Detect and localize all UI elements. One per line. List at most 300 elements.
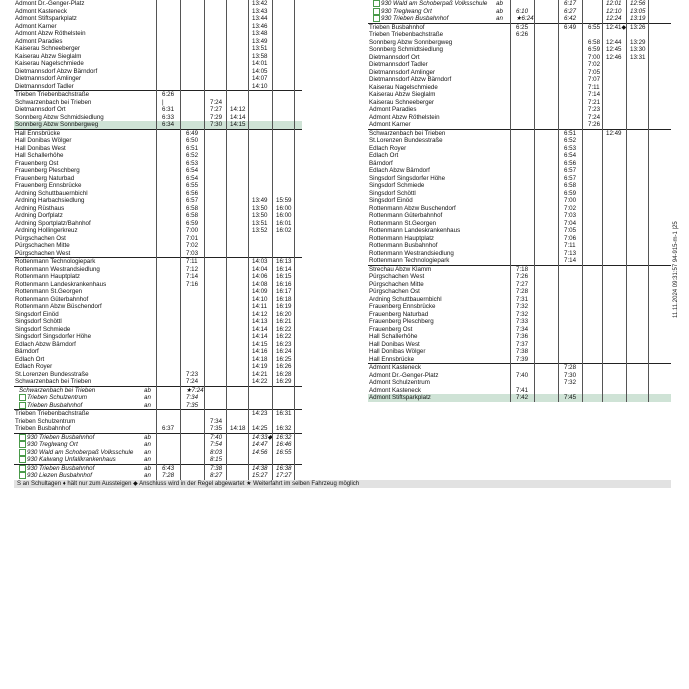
stop-label: Singsdorf Einöd xyxy=(15,310,59,318)
timetable-row xyxy=(14,242,302,250)
departure-time: 14:12 xyxy=(252,310,268,318)
departure-time: 7:01 xyxy=(186,234,199,242)
departure-time: 14:03 xyxy=(252,258,268,265)
stop-label: 930 Liezen Busbahnhof xyxy=(27,472,93,480)
departure-time: 16:26 xyxy=(276,363,292,370)
stop-label: 930 Trieben Busbahnhof xyxy=(381,15,449,23)
stop-label: 930 Wald am Schoberpaß Volksschule xyxy=(27,448,134,456)
stop-label: 930 Trieben Busbahnhof xyxy=(27,464,95,472)
departure-time: 7:35 xyxy=(210,425,223,432)
stop-name xyxy=(15,418,75,426)
timetable-row xyxy=(14,425,302,433)
stop-label: Kaiserau Nagelschmiede xyxy=(369,83,438,91)
departure-time: 13:30 xyxy=(630,46,646,53)
stop-name xyxy=(369,281,424,289)
departure-time: 7:18 xyxy=(516,265,529,273)
stop-name xyxy=(369,114,440,122)
departure-time: 7:42 xyxy=(516,394,529,401)
stop-label: Edlach Ort xyxy=(369,152,399,159)
column-divider xyxy=(204,0,205,480)
timetable-right xyxy=(368,0,671,402)
stop-name xyxy=(369,167,430,175)
timetable-row xyxy=(14,378,302,386)
timetable-row xyxy=(14,281,302,289)
stop-label: Frauenberg Pleschberg xyxy=(369,318,434,325)
departure-time: 16:00 xyxy=(276,212,292,219)
departure-time: 13:48 xyxy=(252,30,268,37)
stop-label: Frauenberg Pleschberg xyxy=(15,167,80,174)
bus-line-icon xyxy=(373,8,380,15)
departure-time: | xyxy=(162,98,164,106)
departure-time: 14:14 xyxy=(252,325,268,333)
departure-time: 7:04 xyxy=(564,219,577,227)
column-divider xyxy=(294,0,295,480)
departure-time: 6:56 xyxy=(564,159,577,167)
stop-name xyxy=(15,68,97,76)
stop-name xyxy=(369,212,442,220)
stop-label: Rottenmann Westrandsiedlung xyxy=(369,249,454,257)
timetable-row xyxy=(14,167,302,175)
departure-time: 6:10 xyxy=(516,7,529,15)
stop-label: Dietmannsdorf Ort xyxy=(369,53,420,61)
timetable-left xyxy=(14,0,302,480)
departure-time: 14:05 xyxy=(252,67,268,75)
stop-name xyxy=(15,378,91,386)
stop-name xyxy=(15,106,66,114)
timetable-row xyxy=(14,273,302,281)
departure-time: 6:52 xyxy=(186,152,199,159)
timetable-row xyxy=(14,227,302,235)
column-divider xyxy=(602,0,603,402)
departure-time: 6:53 xyxy=(564,144,577,152)
stop-label: Singsdorf Singsdorfer Höhe xyxy=(369,174,446,182)
departure-time: 7:14 xyxy=(564,257,577,264)
departure-time: 7:26 xyxy=(516,273,529,280)
stop-label: Ardning Harbachsiedlung xyxy=(15,197,85,204)
timetable-row xyxy=(14,266,302,274)
departure-time: 6:57 xyxy=(564,174,577,182)
departure-time: 6:17 xyxy=(564,0,577,7)
stop-label: Frauenberg Ost xyxy=(15,159,59,167)
stop-name xyxy=(369,372,438,380)
stop-label: Kaiserau Schneeberger xyxy=(369,98,435,106)
departure-time: 7:34 xyxy=(186,394,199,401)
stop-label: Sonnberg Abzw Sonnbergweg xyxy=(369,38,453,46)
departure-time: 16:20 xyxy=(276,310,292,318)
departure-time: 14:10 xyxy=(252,295,268,303)
stop-name xyxy=(15,227,78,235)
stop-name xyxy=(369,257,449,265)
departure-time: 6:58 xyxy=(186,204,199,212)
stop-name xyxy=(19,394,87,402)
column-divider xyxy=(648,0,649,402)
stop-name xyxy=(369,242,437,250)
departure-time: 13:52 xyxy=(252,227,268,234)
stop-label: Pürgschachen Mitte xyxy=(15,242,70,249)
stop-name xyxy=(15,303,102,311)
departure-time: 16:19 xyxy=(276,303,292,310)
stop-label: Dietmannsdorf Tadler xyxy=(15,82,74,90)
departure-time: 6:34 xyxy=(162,121,175,128)
departure-time: 7:05 xyxy=(588,68,601,76)
departure-time: 6:55 xyxy=(186,182,199,189)
timetable-row xyxy=(14,205,302,213)
departure-time: 7:11 xyxy=(186,258,198,265)
departure-time: 12:41◆ xyxy=(606,23,627,31)
departure-time: 7:35 xyxy=(186,401,199,409)
stop-label: Rottenmann Busbahnhof xyxy=(369,242,438,249)
departure-time: 14:23 xyxy=(252,410,268,417)
stop-name xyxy=(15,296,88,304)
stop-label: Trieben Triebenbachstraße xyxy=(369,31,444,38)
stop-label: Admont Dr.-Genger-Platz xyxy=(15,0,85,7)
stop-label: Rottenmann Landeskrankenhaus xyxy=(369,227,461,234)
stop-label: Dietmannsdorf Tadler xyxy=(369,61,428,68)
departure-time: 16:32 xyxy=(276,433,292,441)
stop-label: Rottenmann Abzw Buschendorf xyxy=(369,204,456,212)
departure-time: 6:31 xyxy=(162,106,175,113)
departure-time: 13:50 xyxy=(252,204,268,212)
departure-time: 7:11 xyxy=(564,242,576,249)
departure-time: 14:11 xyxy=(252,303,268,310)
stop-name xyxy=(15,75,81,83)
stop-name xyxy=(369,152,398,160)
departure-time: 13:05 xyxy=(630,7,646,15)
departure-time: 16:25 xyxy=(276,355,292,363)
timetable-row xyxy=(14,30,302,38)
departure-time: 7:37 xyxy=(516,340,529,348)
stop-label: Edlach Ort xyxy=(15,355,45,363)
departure-time: 7:32 xyxy=(516,310,529,318)
stop-label: 930 Treglwang Ort xyxy=(27,441,78,449)
departure-time: 16:24 xyxy=(276,348,292,355)
timetable-row xyxy=(14,386,302,395)
departure-time: 16:23 xyxy=(276,340,292,348)
stop-label: Schwarzenbach bei Trieben xyxy=(19,386,96,394)
departure-time: 17:27 xyxy=(276,472,292,479)
departure-time: 13:51 xyxy=(252,219,268,227)
departure-time: 6:54 xyxy=(186,167,199,174)
timetable-row xyxy=(14,472,302,480)
timetable-row xyxy=(14,449,302,457)
timetable-row xyxy=(14,371,302,379)
stop-name xyxy=(369,69,435,77)
stop-name xyxy=(369,364,421,372)
stop-label: Kaiserau Abzw Sieglalm xyxy=(369,91,436,98)
departure-time: 12:44 xyxy=(606,38,622,46)
stop-label: Hall Donibas Wölger xyxy=(369,348,426,355)
departure-time: 15:27 xyxy=(252,472,268,479)
departure-time: 13:49 xyxy=(252,197,268,204)
bus-line-icon xyxy=(19,456,26,463)
stop-name xyxy=(369,235,434,243)
stop-label: Frauenberg Naturbad xyxy=(369,310,429,318)
stop-name xyxy=(369,333,418,341)
stop-name xyxy=(15,38,62,46)
timetable-row xyxy=(14,129,302,138)
departure-time: 6:51 xyxy=(564,129,577,137)
timetable-row xyxy=(14,220,302,228)
stop-label: Admont Paradies xyxy=(369,106,417,113)
departure-time: 16:38 xyxy=(276,464,292,472)
stop-label: Rottenmann Technologiepark xyxy=(369,257,450,264)
stop-name xyxy=(15,114,104,122)
timetable-row xyxy=(14,235,302,243)
stop-label: Pürgschachen Mitte xyxy=(369,280,424,288)
stop-label: 930 Kalwang Unfallkrankenhaus xyxy=(27,456,116,464)
departure-time: 16:15 xyxy=(276,273,292,280)
stop-name xyxy=(369,379,430,387)
departure-time: 6:49 xyxy=(186,129,199,137)
bus-line-icon xyxy=(19,434,26,441)
bus-line-icon xyxy=(19,441,26,448)
stop-label: Trieben Busbahnhof xyxy=(369,23,425,31)
stop-name xyxy=(19,456,116,464)
timetable-row xyxy=(14,288,302,296)
column-divider xyxy=(510,0,511,402)
departure-time: 12:01 xyxy=(606,0,622,7)
stop-name xyxy=(15,53,81,61)
timetable-row xyxy=(14,145,302,153)
stop-name xyxy=(369,311,428,319)
timetable-row xyxy=(14,257,302,266)
departure-time: 13:44 xyxy=(252,15,268,22)
departure-time: 16:22 xyxy=(276,325,292,333)
stop-label: Singsdorf Schmiede xyxy=(15,325,71,333)
timetable-row xyxy=(14,53,302,61)
stop-label: Rottenmann Technologiepark xyxy=(15,258,96,265)
departure-time: 7:40 xyxy=(516,371,529,379)
stop-name xyxy=(369,46,443,54)
departure-time: 14:33◆ xyxy=(252,433,273,441)
departure-time: 14:06 xyxy=(252,273,268,280)
departure-time: 7:29 xyxy=(210,113,223,121)
departure-time: 16:01 xyxy=(276,219,292,227)
stop-label: Admont Kasteneck xyxy=(15,7,67,15)
stop-label: Frauenberg Ost xyxy=(369,325,413,333)
timetable-row xyxy=(14,45,302,53)
departure-time: 13:42 xyxy=(252,0,268,7)
stop-label: Ardning Dorfplatz xyxy=(15,212,63,219)
departure-time: 16:21 xyxy=(276,318,292,325)
stop-label: Pürgschachen West xyxy=(15,249,71,257)
stop-label: Pürgschachen West xyxy=(369,273,425,280)
arrival-departure-flag: ab xyxy=(144,433,151,441)
stop-label: Trieben Busbahnhof xyxy=(27,401,83,409)
column-divider xyxy=(534,0,535,402)
stop-name xyxy=(369,182,424,190)
stop-name xyxy=(15,425,71,433)
stop-label: Dietmannsdorf Abzw Bärndorf xyxy=(369,76,452,83)
departure-time: 12:56 xyxy=(630,0,646,7)
departure-time: 14:21 xyxy=(252,370,268,378)
departure-time: 12:46 xyxy=(606,53,622,61)
bus-line-icon xyxy=(373,15,380,22)
stop-label: Schwarzenbach bei Trieben xyxy=(369,129,446,137)
departure-time: 7:02 xyxy=(564,204,577,212)
stop-name xyxy=(19,449,133,457)
arrival-departure-flag: ab xyxy=(144,464,151,472)
timetable-row xyxy=(14,326,302,334)
timetable-row xyxy=(14,152,302,160)
stop-label: St.Lorenzen Bundesstraße xyxy=(15,370,89,378)
timetable-row xyxy=(14,341,302,349)
arrival-departure-flag: an xyxy=(144,472,151,479)
stop-label: Kaiserau Nagelschmiede xyxy=(15,60,84,67)
stop-name xyxy=(15,205,64,213)
timetable-row xyxy=(14,394,302,402)
departure-time: 7:02 xyxy=(588,61,601,68)
departure-time: 16:46 xyxy=(276,441,292,448)
column-divider xyxy=(248,0,249,480)
timetable-row xyxy=(14,106,302,114)
stop-name xyxy=(15,190,88,198)
stop-label: Admont Karner xyxy=(369,121,411,128)
timetable-row xyxy=(14,363,302,371)
departure-time: 13:51 xyxy=(252,45,268,52)
stop-name xyxy=(15,83,74,91)
timetable-row xyxy=(14,60,302,68)
timetable-row xyxy=(14,197,302,205)
stop-name xyxy=(369,190,416,198)
departure-time: 7:38 xyxy=(210,464,223,472)
stop-name xyxy=(369,296,442,304)
departure-time: 14:47 xyxy=(252,441,268,448)
departure-time: 14:13 xyxy=(252,318,268,325)
departure-time: 14:18 xyxy=(230,425,246,432)
departure-time: 7:28 xyxy=(564,364,577,371)
column-divider xyxy=(226,0,227,480)
timetable-row xyxy=(14,137,302,145)
departure-time: 6:58 xyxy=(186,212,199,219)
stop-name xyxy=(15,0,84,8)
stop-name xyxy=(369,318,434,326)
stop-name xyxy=(369,356,414,364)
departure-time: 13:49 xyxy=(252,37,268,45)
departure-time: 16:00 xyxy=(276,204,292,212)
stop-name xyxy=(369,61,428,69)
stop-label: Admont Abzw Röthelstein xyxy=(15,30,86,37)
stop-label: Edlach Abzw Bärndorf xyxy=(15,340,76,348)
timetable-row xyxy=(14,175,302,183)
stop-name xyxy=(369,250,454,258)
departure-time: 7:14 xyxy=(186,273,199,280)
stop-name xyxy=(15,250,70,258)
departure-time: ★6:24 xyxy=(516,15,534,22)
stop-label: Admont Paradies xyxy=(15,37,63,45)
column-divider xyxy=(582,0,583,402)
departure-time: 6:58 xyxy=(588,38,601,46)
departure-time: 7:27 xyxy=(210,106,223,113)
stop-label: Pürgschachen Ost xyxy=(369,288,420,295)
stop-label: Hall Donibas West xyxy=(15,144,66,152)
departure-time: 6:56 xyxy=(186,189,199,197)
departure-time: 6:58 xyxy=(564,182,577,189)
stop-name xyxy=(15,130,60,138)
departure-time: 13:31 xyxy=(630,53,646,61)
stop-label: Rottenmann Abzw Büschendorf xyxy=(15,303,102,310)
stop-label: Admont Abzw Röthelstein xyxy=(369,113,440,121)
timetable-row xyxy=(14,8,302,16)
column-divider xyxy=(156,0,157,480)
stop-label: Dietmannsdorf Ort xyxy=(15,106,66,113)
bus-line-icon xyxy=(19,472,26,479)
stop-label: Bärndorf xyxy=(369,159,393,167)
stop-name xyxy=(369,31,443,39)
stop-name xyxy=(15,348,39,356)
stop-name xyxy=(15,145,66,153)
departure-time: 7:11 xyxy=(588,83,600,91)
stop-label: Singsdorf Schöttl xyxy=(369,189,416,197)
stop-name xyxy=(369,137,443,145)
stop-label: Sonnberg Abzw Sonnbergweg xyxy=(15,121,99,128)
stop-label: Rottenmann St.Georgen xyxy=(369,219,437,227)
column-divider xyxy=(180,0,181,480)
stop-name xyxy=(369,160,393,168)
departure-time: 6:54 xyxy=(564,152,577,159)
departure-time: 7:27 xyxy=(516,280,529,288)
departure-time: 14:15 xyxy=(252,340,268,348)
departure-time: 7:03 xyxy=(564,212,577,219)
timetable-row xyxy=(14,433,302,442)
stop-label: Admont Schulzentrum xyxy=(369,379,430,386)
departure-time: 6:26 xyxy=(516,31,529,38)
stop-name xyxy=(15,318,62,326)
stop-label: Schwarzenbach bei Trieben xyxy=(15,378,92,385)
stop-label: Ardning Schuttbauernbichl xyxy=(369,295,442,303)
departure-time: 14:25 xyxy=(252,425,268,432)
departure-time: 6:53 xyxy=(186,159,199,167)
stop-label: Rottenmann Güterbahnhof xyxy=(15,295,89,303)
departure-time: 12:24 xyxy=(606,15,622,22)
stop-label: Rottenmann St.Georgen xyxy=(15,288,83,295)
stop-name xyxy=(15,266,100,274)
stop-name xyxy=(369,91,435,99)
stop-label: Admont Kasteneck xyxy=(369,364,421,371)
departure-time: 14:10 xyxy=(252,82,268,90)
stop-label: Bärndorf xyxy=(15,348,39,355)
bus-line-icon xyxy=(19,465,26,472)
arrival-departure-flag: an xyxy=(144,456,151,463)
stop-name xyxy=(15,167,80,175)
stop-label: Edlach Royer xyxy=(15,363,53,370)
departure-time: 6:50 xyxy=(186,137,199,144)
timetable-row xyxy=(14,38,302,46)
stop-name xyxy=(15,182,81,190)
stop-name xyxy=(15,212,63,220)
stop-name xyxy=(369,39,452,47)
timetable-row xyxy=(14,356,302,364)
timetable-row xyxy=(14,303,302,311)
stop-name xyxy=(369,273,424,281)
timetable-row xyxy=(14,160,302,168)
departure-time: 13:26 xyxy=(630,23,646,31)
stop-label: Singsdorf Schmiede xyxy=(369,182,425,189)
departure-time: 16:31 xyxy=(276,410,292,417)
departure-time: 7:00 xyxy=(564,197,577,204)
timetable-row xyxy=(14,121,302,129)
timetable-row xyxy=(14,402,302,410)
stop-label: Hall Donibas Wölger xyxy=(15,137,72,144)
stop-label: Rottenmann Hauptplatz xyxy=(369,234,435,242)
departure-time: 16:17 xyxy=(276,288,292,295)
departure-time: 7:00 xyxy=(186,227,199,234)
column-divider xyxy=(558,0,559,402)
footer-legend: S an Schultagen ♦ hält nur zum Aussteigen ◆ Anschluss wird in der Regel abgewartet ★ Weiterfahrt im selben Fahrzeug möglich xyxy=(14,480,671,488)
stop-name xyxy=(369,303,435,311)
departure-time: 14:09 xyxy=(252,288,268,295)
departure-time: 14:08 xyxy=(252,280,268,288)
